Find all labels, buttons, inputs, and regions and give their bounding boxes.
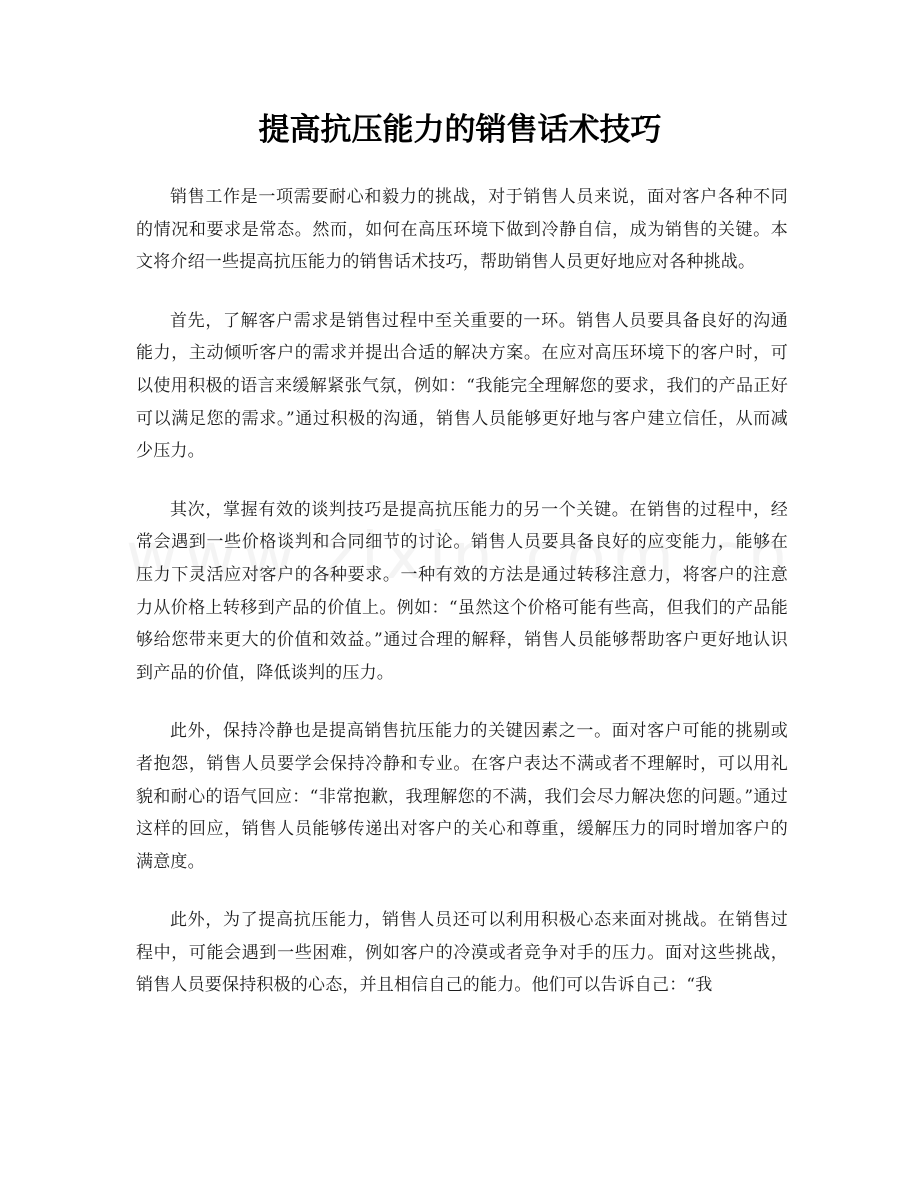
paragraph-4: 此外，保持冷静也是提高销售抗压能力的关键因素之一。面对客户可能的挑剔或者抱怨，销售人员要学会保持冷静和专业。在客户表达不满或者不理解时，可以用礼貌和耐心的语气回应：“非常抱歉，我理解您的不满，我们会尽力解决您的问题。”通过这样的回应，销售人员能够传递出对客户的关心和尊重，缓解压力的同时增加客户的满意度。 bbox=[136, 721, 788, 872]
paragraph-3: 其次，掌握有效的谈判技巧是提高抗压能力的另一个关键。在销售的过程中，经常会遇到一些价格谈判和合同细节的讨论。销售人员要具备良好的应变能力，能够在压力下灵活应对客户的各种要求。一种有效的方法是通过转移注意力，将客户的注意力从价格上转移到产品的价值上。例如：“虽然这个价格可能有些高，但我们的产品能够给您带来更大的价值和效益。”通过合理的解释，销售人员能够帮助客户更好地认识到产品的价值，降低谈判的压力。 bbox=[136, 499, 788, 683]
paragraph-2: 首先，了解客户需求是销售过程中至关重要的一环。销售人员要具备良好的沟通能力，主动倾听客户的需求并提出合适的解决方案。在应对高压环境下的客户时，可以使用积极的语言来缓解紧张气氛，例如：“我能完全理解您的要求，我们的产品正好可以满足您的需求。”通过积极的沟通，销售人员能够更好地与客户建立信任，从而减少压力。 bbox=[136, 310, 788, 462]
document-title: 提高抗压能力的销售话术技巧 bbox=[258, 112, 662, 148]
paragraph-5: 此外，为了提高抗压能力，销售人员还可以利用积极心态来面对挑战。在销售过程中，可能会遇到一些困难，例如客户的冷漠或者竞争对手的压力。面对这些挑战，销售人员要保持积极的心态，并且相信自己的能力。他们可以告诉自己：“我 bbox=[136, 910, 788, 996]
paragraph-1: 销售工作是一项需要耐心和毅力的挑战，对于销售人员来说，面对客户各种不同的情况和要求是常态。然而，如何在高压环境下做到冷静自信，成为销售的关键。本文将介绍一些提高抗压能力的销售话术技巧，帮助销售人员更好地应对各种挑战。 bbox=[136, 187, 788, 273]
document-body bbox=[136, 181, 788, 1028]
